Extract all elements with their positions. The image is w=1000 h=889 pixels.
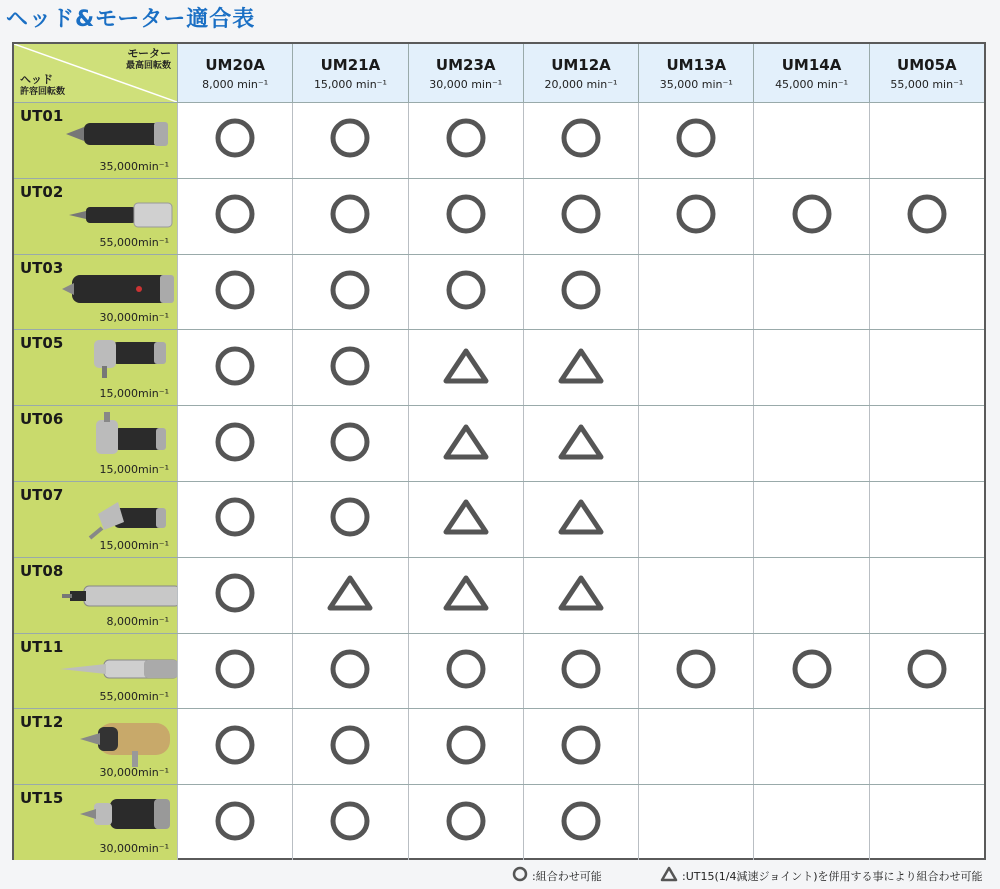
motor-name: UM12A: [551, 56, 611, 74]
head-cell-ut11: [14, 634, 177, 709]
triangle-icon: [441, 422, 491, 466]
empty-cell: [638, 785, 753, 860]
head-cell-ut05: [14, 330, 177, 405]
compatible-cell: [177, 709, 292, 784]
compatible-cell: [408, 709, 523, 784]
head-speed: 30,000min⁻¹: [99, 311, 169, 325]
compatible-cell: [292, 785, 407, 860]
compatible-cell: [177, 255, 292, 330]
compatible-cell: [408, 179, 523, 254]
motor-name: UM21A: [320, 56, 381, 74]
head-cell-ut06: [14, 406, 177, 481]
circle-icon: [444, 116, 488, 164]
table-row: [14, 708, 984, 784]
table-row: [14, 633, 984, 709]
circle-icon: [213, 344, 257, 392]
circle-icon: [213, 192, 257, 240]
corner-motor-label: [126, 47, 171, 73]
compatible-cell: [177, 482, 292, 557]
head-name: UT03: [20, 258, 64, 277]
head-name: UT06: [20, 410, 64, 429]
circle-icon: [559, 799, 603, 847]
motor-speed: 30,000 min⁻¹: [429, 78, 503, 91]
motor-header-um23a: [408, 44, 523, 102]
compatible-with-ut15-cell: [292, 558, 407, 633]
motor-name: UM05A: [897, 56, 957, 74]
circle-icon: [213, 495, 257, 543]
head-cell-ut02: [14, 179, 177, 254]
circle-icon: [674, 116, 718, 164]
head-cell-ut08: [14, 558, 177, 633]
legend-triangle-text: :UT15(1/4減速ジョイント)を併用する事により組合わせ可能: [682, 869, 983, 883]
head-name: UT07: [20, 485, 64, 504]
circle-icon: [444, 647, 488, 695]
circle-icon: [213, 116, 257, 164]
motor-name: UM14A: [781, 56, 842, 74]
circle-icon: [328, 192, 372, 240]
head-cell-ut15: [14, 785, 177, 860]
circle-icon: [328, 344, 372, 392]
empty-cell: [638, 406, 753, 481]
head-name: UT01: [20, 107, 64, 125]
legend-triangle: [660, 866, 983, 885]
empty-cell: [869, 330, 984, 405]
table-row: [14, 481, 984, 557]
head-cell-ut01: [14, 103, 177, 178]
circle-icon: [328, 420, 372, 468]
head-name: UT02: [20, 182, 64, 201]
triangle-icon: [556, 422, 606, 466]
legend-circle: [512, 866, 602, 885]
circle-icon: [328, 116, 372, 164]
compatible-cell: [292, 709, 407, 784]
motor-header-um21a: [292, 44, 407, 102]
circle-icon: [512, 866, 528, 885]
table-row: [14, 329, 984, 405]
circle-icon: [328, 799, 372, 847]
compatible-cell: [523, 785, 638, 860]
compatible-with-ut15-cell: [523, 406, 638, 481]
motor-header-um14a: [753, 44, 868, 102]
empty-cell: [869, 103, 984, 178]
compatible-cell: [638, 634, 753, 709]
triangle-icon: [441, 497, 491, 541]
motor-speed: 20,000 min⁻¹: [544, 78, 618, 91]
head-speed: 35,000min⁻¹: [99, 159, 169, 173]
compatible-cell: [523, 179, 638, 254]
head-speed: 15,000min⁻¹: [99, 462, 169, 476]
motor-sub-label: 最高回転数: [125, 61, 171, 71]
table-row: [14, 178, 984, 254]
head-cell-ut12: [14, 709, 177, 784]
head-cell-ut07: [14, 482, 177, 557]
empty-cell: [753, 785, 868, 860]
compatible-cell: [292, 103, 407, 178]
legend-circle-text: :組合わせ可能: [532, 869, 602, 883]
motor-header-row: [177, 44, 984, 102]
triangle-icon: [556, 573, 606, 617]
circle-icon: [213, 420, 257, 468]
page-title: ヘッド&モーター適合表: [6, 7, 256, 32]
circle-icon: [559, 723, 603, 771]
circle-icon: [444, 192, 488, 240]
empty-cell: [869, 482, 984, 557]
empty-cell: [869, 709, 984, 784]
corner-header: [14, 44, 177, 102]
empty-cell: [753, 709, 868, 784]
circle-icon: [905, 647, 949, 695]
motor-label: モーター: [127, 47, 171, 60]
compatible-cell: [408, 255, 523, 330]
circle-icon: [213, 799, 257, 847]
empty-cell: [753, 103, 868, 178]
compatible-cell: [523, 103, 638, 178]
table-row: [14, 784, 984, 860]
head-speed: 55,000min⁻¹: [99, 690, 169, 704]
circle-icon: [559, 116, 603, 164]
circle-icon: [559, 268, 603, 316]
circle-icon: [674, 192, 718, 240]
empty-cell: [753, 558, 868, 633]
compatible-cell: [292, 482, 407, 557]
head-sub-label: 許容回転数: [20, 87, 66, 97]
compatible-cell: [408, 785, 523, 860]
circle-icon: [559, 647, 603, 695]
triangle-icon: [660, 866, 678, 885]
head-speed: 15,000min⁻¹: [99, 387, 169, 401]
triangle-icon: [325, 573, 375, 617]
motor-header-um05a: [869, 44, 984, 102]
motor-name: UM23A: [435, 56, 496, 74]
circle-icon: [213, 268, 257, 316]
circle-icon: [674, 647, 718, 695]
head-name: UT11: [20, 637, 64, 656]
compatible-cell: [753, 179, 868, 254]
compatible-cell: [753, 634, 868, 709]
empty-cell: [638, 709, 753, 784]
empty-cell: [869, 406, 984, 481]
compatible-cell: [869, 179, 984, 254]
head-name: UT05: [20, 334, 64, 353]
compatibility-table: [12, 42, 986, 860]
compatible-with-ut15-cell: [408, 558, 523, 633]
empty-cell: [869, 558, 984, 633]
head-speed: 15,000min⁻¹: [99, 538, 169, 552]
head-speed: 55,000min⁻¹: [99, 235, 169, 249]
triangle-icon: [556, 346, 606, 390]
motor-name: UM13A: [666, 56, 727, 74]
head-name: UT15: [20, 789, 64, 808]
compatible-cell: [177, 634, 292, 709]
compatible-cell: [523, 255, 638, 330]
empty-cell: [869, 255, 984, 330]
circle-icon: [328, 495, 372, 543]
circle-icon: [213, 571, 257, 619]
compatible-cell: [177, 406, 292, 481]
compatible-cell: [292, 634, 407, 709]
compatible-with-ut15-cell: [523, 330, 638, 405]
circle-icon: [790, 192, 834, 240]
compatible-cell: [292, 406, 407, 481]
triangle-icon: [441, 346, 491, 390]
circle-icon: [328, 268, 372, 316]
triangle-icon: [441, 573, 491, 617]
circle-icon: [213, 647, 257, 695]
compatible-cell: [292, 179, 407, 254]
compatible-with-ut15-cell: [408, 406, 523, 481]
empty-cell: [753, 255, 868, 330]
head-label: ヘッド: [20, 73, 53, 86]
compatible-with-ut15-cell: [523, 482, 638, 557]
circle-icon: [444, 723, 488, 771]
compatible-cell: [638, 179, 753, 254]
head-cell-ut03: [14, 255, 177, 330]
empty-cell: [638, 558, 753, 633]
motor-header-um12a: [523, 44, 638, 102]
head-speed: 8,000min⁻¹: [106, 614, 169, 628]
compatible-with-ut15-cell: [408, 482, 523, 557]
circle-icon: [790, 647, 834, 695]
circle-icon: [328, 647, 372, 695]
motor-speed: 8,000 min⁻¹: [202, 78, 269, 91]
empty-cell: [869, 785, 984, 860]
table-row: [14, 102, 984, 178]
motor-header-um20a: [177, 44, 292, 102]
motor-speed: 55,000 min⁻¹: [890, 78, 964, 91]
table-row: [14, 405, 984, 481]
compatible-cell: [292, 255, 407, 330]
circle-icon: [213, 723, 257, 771]
motor-speed: 15,000 min⁻¹: [313, 78, 387, 91]
motor-header-um13a: [638, 44, 753, 102]
compatible-cell: [177, 103, 292, 178]
compatible-cell: [638, 103, 753, 178]
compatible-cell: [177, 330, 292, 405]
empty-cell: [638, 482, 753, 557]
circle-icon: [905, 192, 949, 240]
motor-speed: 35,000 min⁻¹: [659, 78, 733, 91]
circle-icon: [444, 268, 488, 316]
compatible-cell: [869, 634, 984, 709]
empty-cell: [753, 406, 868, 481]
empty-cell: [753, 482, 868, 557]
motor-name: UM20A: [205, 56, 265, 74]
compatible-cell: [408, 634, 523, 709]
empty-cell: [753, 330, 868, 405]
compatible-cell: [408, 103, 523, 178]
head-speed: 30,000min⁻¹: [99, 766, 169, 780]
compatible-cell: [177, 179, 292, 254]
head-speed: 30,000min⁻¹: [99, 841, 169, 855]
circle-icon: [328, 723, 372, 771]
head-name: UT08: [20, 561, 64, 580]
corner-head-label: [20, 73, 65, 99]
empty-cell: [638, 330, 753, 405]
table-row: [14, 557, 984, 633]
head-name: UT12: [20, 713, 64, 732]
motor-speed: 45,000 min⁻¹: [775, 78, 849, 91]
circle-icon: [559, 192, 603, 240]
compatible-cell: [523, 709, 638, 784]
compatible-with-ut15-cell: [523, 558, 638, 633]
compatible-cell: [177, 785, 292, 860]
compatible-cell: [177, 558, 292, 633]
triangle-icon: [556, 497, 606, 541]
head-rows: [14, 102, 984, 860]
table-row: [14, 254, 984, 330]
compatible-cell: [292, 330, 407, 405]
empty-cell: [638, 255, 753, 330]
compatible-cell: [523, 634, 638, 709]
compatible-with-ut15-cell: [408, 330, 523, 405]
circle-icon: [444, 799, 488, 847]
